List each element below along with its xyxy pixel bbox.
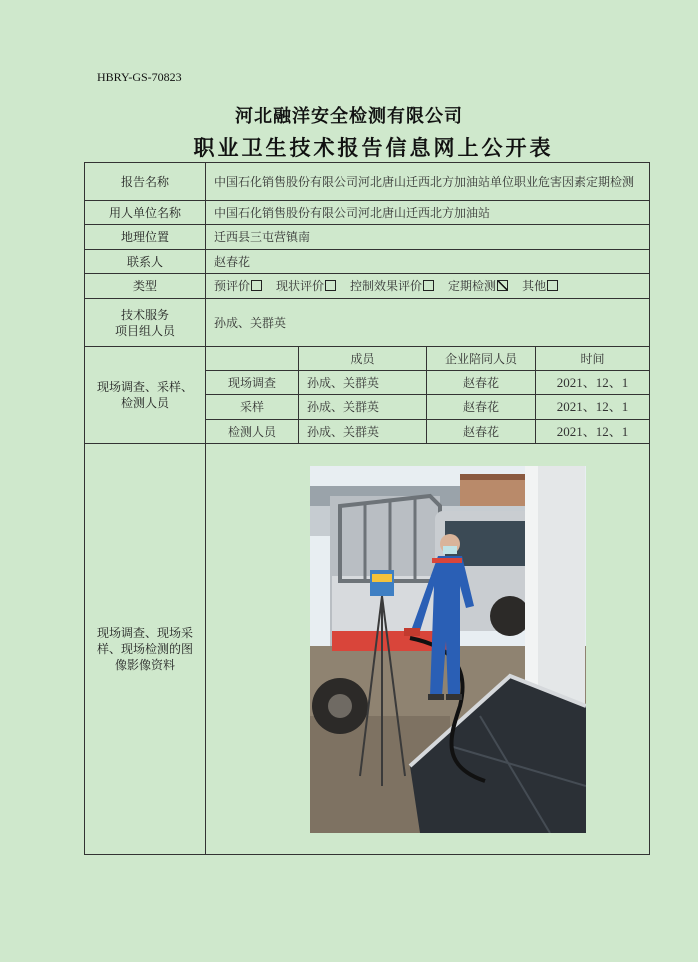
type-option-control-effect: 控制效果评价 [350,279,448,293]
images-label: 现场调查、现场采 样、现场检测的图 像影像资料 [85,444,206,855]
row-type [85,274,650,299]
survey-escort: 赵春花 [427,420,536,444]
row-team [85,299,650,347]
survey-members: 孙成、关群英 [299,371,427,395]
checkbox-status-evaluation[interactable] [325,280,336,291]
survey-activity: 检测人员 [206,420,299,444]
employer-label: 用人单位名称 [85,201,206,225]
row-images [85,444,650,855]
team-value: 孙成、关群英 [206,299,650,347]
location-label: 地理位置 [85,225,206,250]
survey-escort: 赵春花 [427,371,536,395]
survey-header-escort: 企业陪同人员 [427,347,536,371]
site-photo-cell [206,444,650,855]
type-label: 类型 [85,274,206,299]
employer-value: 中国石化销售股份有限公司河北唐山迁西北方加油站 [206,201,650,225]
survey-header-date: 时间 [536,347,650,371]
survey-activity: 采样 [206,395,299,420]
report-name-label: 报告名称 [85,163,206,201]
site-photo [310,466,586,833]
survey-date: 2021、12、1 [536,395,650,420]
document-id: HBRY-GS-70823 [97,70,182,84]
checkbox-control-effect[interactable] [423,280,434,291]
row-location [85,225,650,250]
type-option-pre-evaluation: 预评价 [214,279,276,293]
survey-escort: 赵春花 [427,395,536,420]
gas-station-photo [310,466,586,833]
type-option-periodic-detection: 定期检测 [448,279,522,293]
survey-header-blank [206,347,299,371]
document-title: 职业卫生技术报告信息网上公开表 [193,135,554,160]
row-report-name [85,163,650,201]
row-employer [85,201,650,225]
team-label: 技术服务 项目组人员 [85,299,206,347]
checkbox-pre-evaluation[interactable] [251,280,262,291]
survey-date: 2021、12、1 [536,420,650,444]
checkbox-other[interactable] [547,280,558,291]
type-options [206,274,650,299]
survey-members: 孙成、关群英 [299,395,427,420]
location-value: 迁西县三屯营镇南 [206,225,650,250]
row-contact [85,250,650,274]
contact-value: 赵春花 [206,250,650,274]
contact-label: 联系人 [85,250,206,274]
info-table [84,162,650,855]
company-name: 河北融洋安全检测有限公司 [235,106,463,127]
type-option-other: 其他 [522,279,572,293]
checkbox-periodic-detection[interactable] [497,280,508,291]
report-name-value: 中国石化销售股份有限公司河北唐山迁西北方加油站单位职业危害因素定期检测 [206,163,650,201]
survey-label: 现场调查、采样、 检测人员 [85,347,206,444]
survey-header-row [85,347,650,371]
survey-activity: 现场调查 [206,371,299,395]
type-option-status-evaluation: 现状评价 [276,279,350,293]
survey-date: 2021、12、1 [536,371,650,395]
survey-header-members: 成员 [299,347,427,371]
survey-members: 孙成、关群英 [299,420,427,444]
